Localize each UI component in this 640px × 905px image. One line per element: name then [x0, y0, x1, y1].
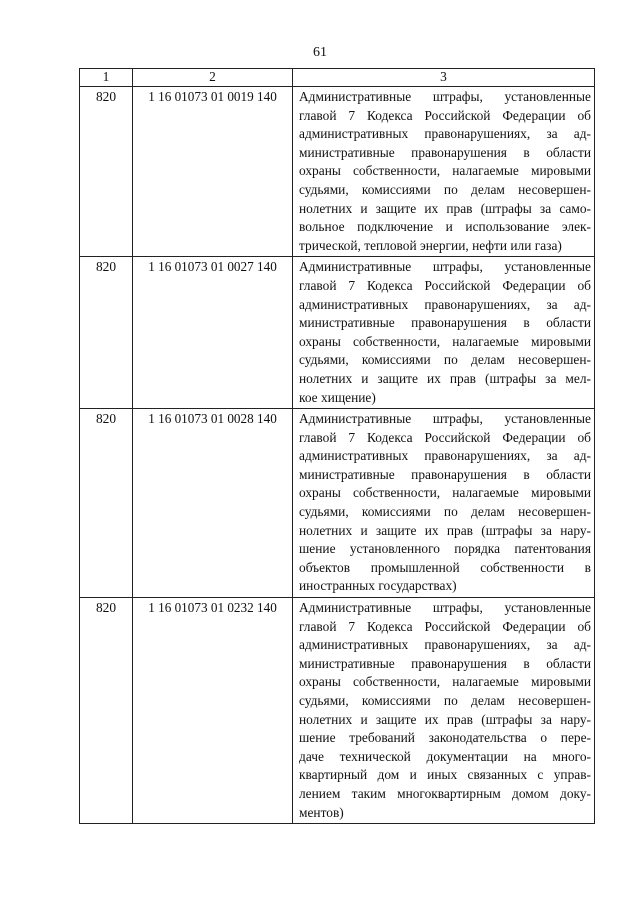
- admin-code-cell: 820: [80, 257, 133, 409]
- table-row: [80, 409, 595, 598]
- description-line: охраны собственности, налагаемые мировыми: [299, 333, 591, 349]
- description-line: министративные правонарушения в области: [299, 466, 591, 482]
- admin-code-cell: 820: [80, 409, 133, 598]
- budget-classification-code-cell: 1 16 01073 01 0027 140: [133, 257, 293, 409]
- table-row: [80, 87, 595, 257]
- budget-classification-code-cell: 1 16 01073 01 0232 140: [133, 598, 293, 824]
- revenue-description-cell: [293, 409, 595, 598]
- description-line: шение установленного порядка патентования: [299, 541, 591, 557]
- column-header-1: 1: [80, 69, 133, 87]
- budget-classification-code-cell: 1 16 01073 01 0028 140: [133, 409, 293, 598]
- description-line: главой 7 Кодекса Российской Федерации об: [299, 618, 591, 634]
- description-line: Административные штрафы, установленные: [299, 89, 591, 104]
- description-line: даче технической документации на много-: [299, 748, 591, 764]
- description-line: главой 7 Кодекса Российской Федерации об: [299, 277, 591, 293]
- description-line: трической, тепловой энергии, нефти или газа): [299, 237, 562, 253]
- description-line: нолетних и защите их прав (штрафы за нару-: [299, 711, 591, 727]
- description-line: министративные правонарушения в области: [299, 655, 591, 671]
- description-line: нолетних и защите их прав (штрафы за само-: [299, 200, 591, 216]
- description-line: Административные штрафы, установленные: [299, 600, 591, 616]
- description-line: охраны собственности, налагаемые мировыми: [299, 163, 591, 179]
- revenue-description-cell: [293, 598, 595, 824]
- column-header-2: 2: [133, 69, 293, 87]
- revenue-description-cell: [293, 257, 595, 409]
- table-header-row: [80, 69, 595, 87]
- description-line: охраны собственности, налагаемые мировыми: [299, 485, 591, 501]
- description-line: Административные штрафы, установленные: [299, 259, 591, 275]
- description-line: охраны собственности, налагаемые мировыми: [299, 674, 591, 690]
- description-line: объектов промышленной собственности в: [299, 559, 591, 575]
- description-line: административных правонарушениях, за ад-: [299, 637, 591, 653]
- description-line: нолетних и защите их прав (штрафы за мел-: [299, 370, 591, 386]
- page-number: 61: [313, 45, 327, 60]
- description-line: министративные правонарушения в области: [299, 315, 591, 331]
- description-line: судьями, комиссиями по делам несовершен-: [299, 181, 591, 197]
- description-line: административных правонарушениях, за ад-: [299, 126, 591, 142]
- description-line: кое хищение): [299, 389, 376, 405]
- admin-code-cell: 820: [80, 87, 133, 257]
- column-header-3: 3: [293, 69, 595, 87]
- description-line: главой 7 Кодекса Российской Федерации об: [299, 429, 591, 445]
- description-line: судьями, комиссиями по делам несовершен-: [299, 693, 591, 708]
- revenue-description-cell: [293, 87, 595, 257]
- description-line: вольное подключение и использование элек-: [299, 219, 591, 235]
- description-line: министративные правонарушения в области: [299, 144, 591, 160]
- description-line: судьями, комиссиями по делам несовершен-: [299, 504, 591, 520]
- description-line: главой 7 Кодекса Российской Федерации об: [299, 107, 591, 123]
- description-line: судьями, комиссиями по делам несовершен-: [299, 352, 591, 368]
- description-line: нолетних и защите их прав (штрафы за нару-: [299, 522, 591, 538]
- table-body: [80, 87, 595, 824]
- description-line: иностранных государствах): [299, 578, 457, 594]
- description-line: ментов): [299, 804, 344, 820]
- table-row: [80, 598, 595, 824]
- description-line: административных правонарушениях, за ад-: [299, 296, 591, 312]
- description-line: административных правонарушениях, за ад-: [299, 448, 591, 464]
- budget-classification-code-cell: 1 16 01073 01 0019 140: [133, 87, 293, 257]
- description-line: шение требований законодательства о пере-: [299, 730, 591, 746]
- description-line: квартирный дом и иных связанных с управ-: [299, 767, 591, 783]
- table-row: [80, 257, 595, 409]
- admin-code-cell: 820: [80, 598, 133, 824]
- description-line: Административные штрафы, установленные: [299, 411, 591, 427]
- description-line: лением таким многоквартирным домом доку-: [299, 785, 591, 801]
- budget-codes-table: [79, 68, 595, 824]
